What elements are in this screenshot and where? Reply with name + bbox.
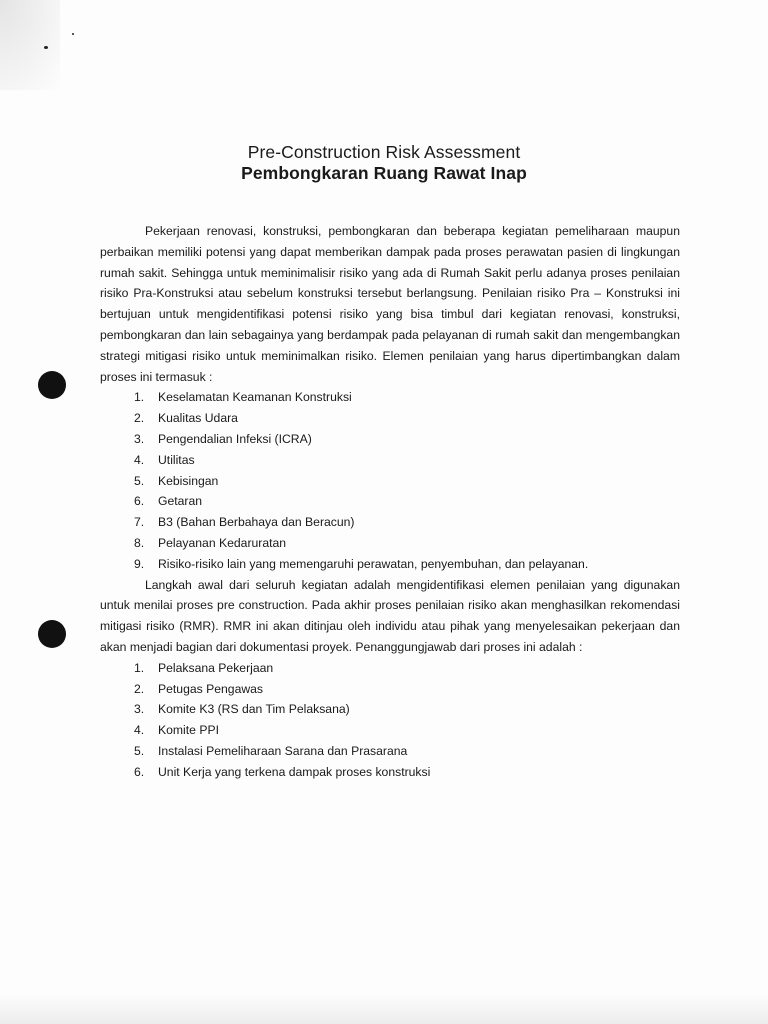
list-item [100,762,680,783]
list-item-number: 2. [134,411,145,426]
list-item-text: Getaran [158,494,203,509]
assessment-elements-list [100,387,680,574]
document-body [100,221,680,783]
list-item [100,429,680,450]
list-item-text: Pelayanan Kedaruratan [158,535,287,550]
list-item [100,491,680,512]
list-item-number: 9. [134,556,145,571]
list-item-text: Pelaksana Pekerjaan [158,660,274,675]
scan-shadow [0,0,60,90]
list-item-text: Komite K3 (RS dan Tim Pelaksana) [158,702,350,717]
list-item-text: Instalasi Pemeliharaan Sarana dan Prasarana [158,743,408,758]
list-item [100,720,680,741]
title-line-2: Pembongkaran Ruang Rawat Inap [241,163,527,183]
list-item-number: 4. [134,723,145,738]
list-item [100,679,680,700]
list-item-number: 6. [134,764,145,779]
list-item-text: Keselamatan Keamanan Konstruksi [158,390,352,405]
title-line-1: Pre-Construction Risk Assessment [247,142,521,162]
punch-hole-bottom [38,620,66,648]
scan-edge-shadow [0,994,768,1024]
list-item [100,658,680,679]
list-item-number: 3. [134,431,145,446]
list-item-text: Unit Kerja yang terkena dampak proses konstruksi [158,764,431,779]
list-item-text: Pengendalian Infeksi (ICRA) [158,431,312,446]
list-item [100,387,680,408]
list-item-number: 1. [134,660,145,675]
responsible-parties-list [100,658,680,783]
list-item-text: Kualitas Udara [158,411,238,426]
list-item-number: 5. [134,473,145,488]
list-item-number: 5. [134,743,145,758]
list-item-number: 4. [134,452,145,467]
list-item [100,408,680,429]
list-item-text: Risiko-risiko lain yang memengaruhi perawatan, penyembuhan, dan pelayanan. [158,556,589,571]
list-item [100,741,680,762]
scan-speck [44,46,48,49]
punch-hole-top [38,371,66,399]
list-item-text: B3 (Bahan Berbahaya dan Beracun) [158,515,355,530]
list-item [100,699,680,720]
list-item [100,533,680,554]
document-title [0,142,768,184]
list-item [100,450,680,471]
list-item [100,554,680,575]
list-item-number: 6. [134,494,145,509]
list-item-number: 2. [134,681,145,696]
list-item-number: 1. [134,390,145,405]
list-item-number: 3. [134,702,145,717]
list-item-text: Komite PPI [158,723,219,738]
responsibility-paragraph: Langkah awal dari seluruh kegiatan adalah mengidentifikasi elemen penilaian yang digunakan untuk menilai proses pre construction. Pada akhir proses penilaian risiko akan menghasilkan rekomendasi mitigasi risiko (RMR). RMR ini akan ditinjau oleh individu atau pihak yang menyelesaikan pekerjaan dan akan menjadi bagian dari dokumentasi proyek. Penanggungjawab dari proses ini adalah : [100,577,680,654]
list-item [100,471,680,492]
list-item-number: 7. [134,515,145,530]
list-item-text: Kebisingan [158,473,219,488]
scan-speck [72,33,74,35]
intro-paragraph: Pekerjaan renovasi, konstruksi, pembongkaran dan beberapa kegiatan pemeliharaan maupun perbaikan memiliki potensi yang dapat memberikan dampak pada proses perawatan pasien di lingkungan rumah sakit. Sehingga untuk meminimalisir risiko yang ada di Rumah Sakit perlu adanya proses penilaian risiko Pra-Konstruksi atau sebelum konstruksi tersebut berlangsung. Penilaian risiko Pra – Konstruksi ini bertujuan untuk mengidentifikasi potensi risiko yang bisa timbul dari kegiatan renovasi, konstruksi, pembongkaran dan lain sebagainya yang berdampak pada pelayanan di rumah sakit dan mengembangkan strategi mitigasi risiko untuk meminimalkan risiko. Elemen penilaian yang harus dipertimbangkan dalam proses ini termasuk : [100,224,680,384]
list-item-text: Petugas Pengawas [158,681,264,696]
list-item [100,512,680,533]
list-item-number: 8. [134,535,145,550]
list-item-text: Utilitas [158,452,195,467]
